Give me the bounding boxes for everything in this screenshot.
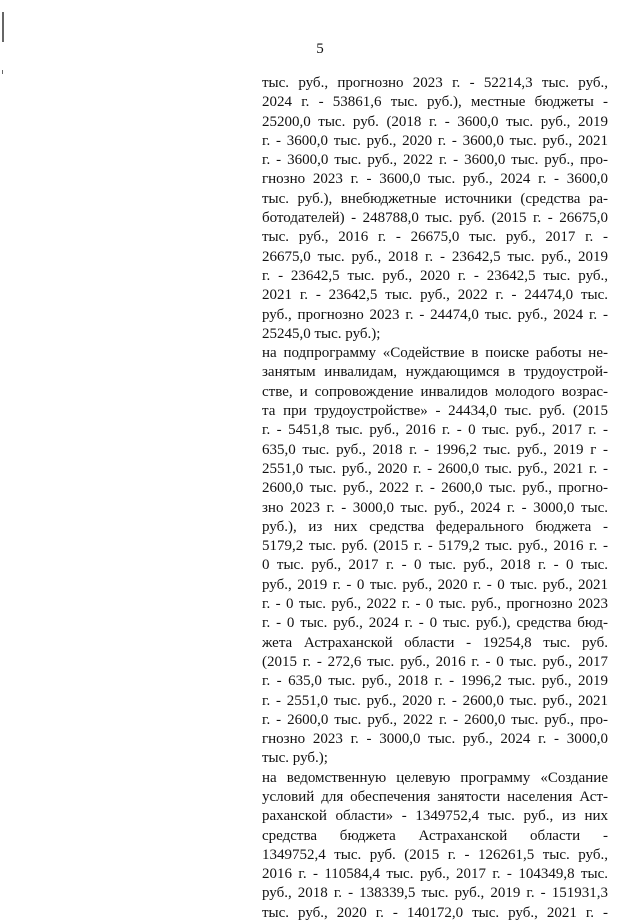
text-line: зно 2023 г. - 3000,0 тыс. руб., 2024 г. - 3000,0 тыс. xyxy=(262,499,608,516)
text-line: руб., 2018 г. - 138339,5 тыс. руб., 2019 г. - 151931,3 xyxy=(262,885,608,902)
text-line: г. - 635,0 тыс. руб., 2018 г. - 1996,2 тыс. руб., 2019 xyxy=(262,673,608,690)
text-line: на ведомственную целевую программу «Создание xyxy=(262,769,608,786)
text-line: 26675,0 тыс. руб., 2018 г. - 23642,5 тыс. руб., 2019 xyxy=(262,248,608,265)
text-line: гнозно 2023 г. - 3600,0 тыс. руб., 2024 г. - 3600,0 xyxy=(262,171,608,188)
text-line: 25200,0 тыс. руб. (2018 г. - 3600,0 тыс. руб., 2019 xyxy=(262,113,608,130)
text-line: г. - 3600,0 тыс. руб., 2020 г. - 3600,0 тыс. руб., 2021 xyxy=(262,132,608,149)
text-line: г. - 3600,0 тыс. руб., 2022 г. - 3600,0 тыс. руб., про- xyxy=(262,152,608,169)
text-line: г. - 0 тыс. руб., 2024 г. - 0 тыс. руб.), средства бюд- xyxy=(262,615,608,632)
page-number: 5 xyxy=(316,41,324,57)
document-body xyxy=(262,74,608,923)
text-line: 25245,0 тыс. руб.); xyxy=(262,325,381,342)
text-line: 2551,0 тыс. руб., 2020 г. - 2600,0 тыс. руб., 2021 г. - xyxy=(262,460,608,477)
text-line: 635,0 тыс. руб., 2018 г. - 1996,2 тыс. руб., 2019 г - xyxy=(262,441,608,458)
text-line: на подпрограмму «Содействие в поиске работы не- xyxy=(262,345,608,362)
text-line: тыс. руб., прогнозно 2023 г. - 52214,3 тыс. руб., xyxy=(262,75,608,91)
text-line: гнозно 2023 г. - 3000,0 тыс. руб., 2024 г. - 3000,0 xyxy=(262,731,608,748)
text-line: ботодателей) - 248788,0 тыс. руб. (2015 г. - 26675,0 xyxy=(262,210,608,227)
text-line: тыс. руб.); xyxy=(262,750,328,767)
margin-mark-top xyxy=(2,12,4,42)
text-line: 0 тыс. руб., 2017 г. - 0 тыс. руб., 2018 г. - 0 тыс. xyxy=(262,557,608,574)
text-line: 5179,2 тыс. руб. (2015 г. - 5179,2 тыс. руб., 2016 г. - xyxy=(262,538,608,555)
text-line: 2016 г. - 110584,4 тыс. руб., 2017 г. - 104349,8 тыс. xyxy=(262,866,608,883)
text-line: 2600,0 тыс. руб., 2022 г. - 2600,0 тыс. руб., прогно- xyxy=(262,480,608,497)
text-line: г. - 2600,0 тыс. руб., 2022 г. - 2600,0 тыс. руб., про- xyxy=(262,711,608,728)
text-line: стве, и сопровождение инвалидов молодого возрас- xyxy=(262,383,608,400)
text-line: (2015 г. - 272,6 тыс. руб., 2016 г. - 0 тыс. руб., 2017 xyxy=(262,653,608,670)
text-line: 2021 г. - 23642,5 тыс. руб., 2022 г. - 24474,0 тыс. xyxy=(262,287,608,304)
text-line: занятым инвалидам, нуждающимся в трудоустрой- xyxy=(262,364,608,381)
text-line: г. - 0 тыс. руб., 2022 г. - 0 тыс. руб., прогнозно 2023 xyxy=(262,596,608,613)
text-line: та при трудоустройстве» - 24434,0 тыс. руб. (2015 xyxy=(262,403,608,420)
text-line: жета Астраханской области - 19254,8 тыс. руб. xyxy=(262,634,608,651)
text-line: 1349752,4 тыс. руб. (2015 г. - 126261,5 тыс. руб., xyxy=(262,846,608,863)
text-line: тыс. руб., 2020 г. - 140172,0 тыс. руб., 2021 г. - xyxy=(262,904,608,921)
text-line: г. - 5451,8 тыс. руб., 2016 г. - 0 тыс. руб., 2017 г. - xyxy=(262,422,608,439)
text-line: руб., 2019 г. - 0 тыс. руб., 2020 г. - 0 тыс. руб., 2021 xyxy=(262,576,608,593)
text-line: тыс. руб.), внебюджетные источники (средства ра- xyxy=(262,190,608,207)
text-line: 2024 г. - 53861,6 тыс. руб.), местные бюджеты - xyxy=(262,94,608,111)
text-line: тыс. руб., 2016 г. - 26675,0 тыс. руб., 2017 г. - xyxy=(262,229,608,246)
text-line: раханской области» - 1349752,4 тыс. руб., из них xyxy=(262,808,608,825)
text-line: руб.), из них средства федерального бюджета - xyxy=(262,518,608,535)
text-line: средства бюджета Астраханской области - xyxy=(262,827,608,844)
text-line: г. - 2551,0 тыс. руб., 2020 г. - 2600,0 тыс. руб., 2021 xyxy=(262,692,608,709)
text-line: г. - 23642,5 тыс. руб., 2020 г. - 23642,5 тыс. руб., xyxy=(262,267,608,284)
text-line: условий для обеспечения занятости населения Аст- xyxy=(262,788,608,805)
text-line: руб., прогнозно 2023 г. - 24474,0 тыс. руб., 2024 г. - xyxy=(262,306,608,323)
margin-mark-mid xyxy=(2,70,3,74)
